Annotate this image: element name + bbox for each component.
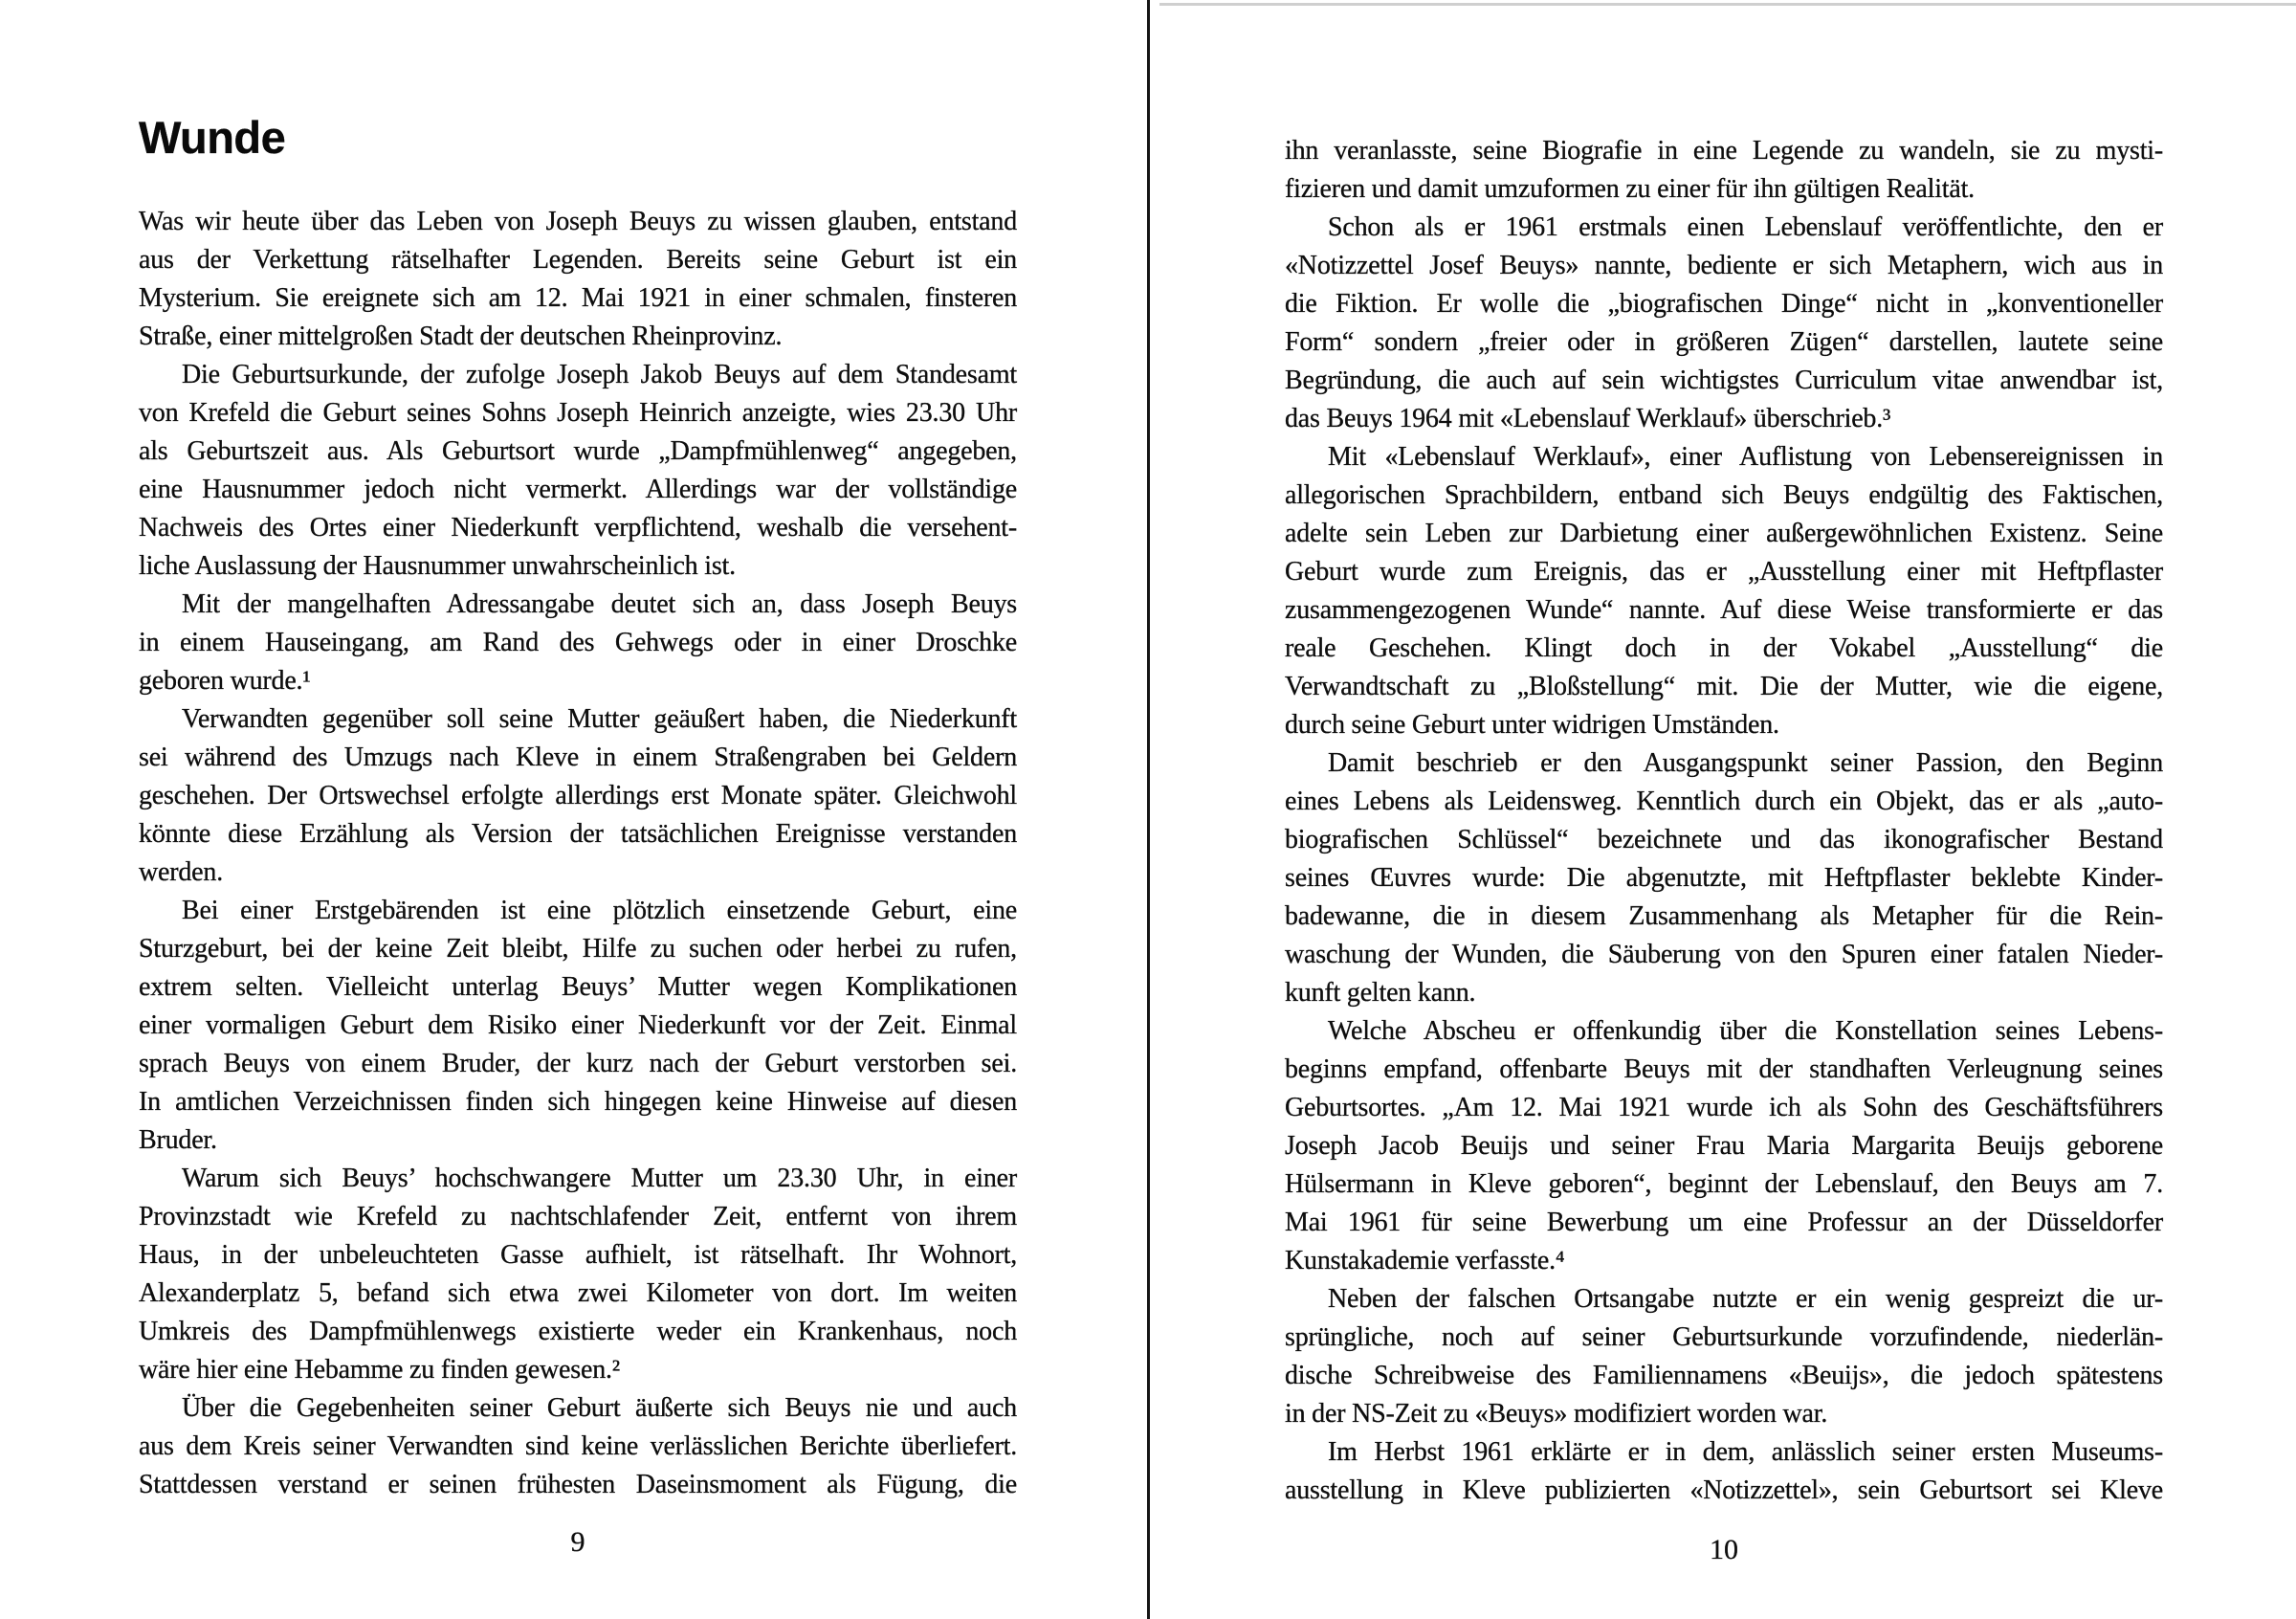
text-line: könnte diese Erzählung als Version der tatsächlichen Ereignisse verstanden (139, 819, 1017, 849)
text-line: geboren wurde.¹ (139, 666, 311, 696)
text-line: Bruder. (139, 1125, 217, 1155)
text-line: seines Œuvres wurde: Die abgenutzte, mit Heftpflaster beklebte Kinder- (1285, 863, 2163, 893)
text-line: Mysterium. Sie ereignete sich am 12. Mai 1921 in einer schmalen, finsteren (139, 283, 1017, 313)
text-line: liche Auslassung der Hausnummer unwahrscheinlich ist. (139, 551, 736, 581)
text-line: In amtlichen Verzeichnissen finden sich hingegen keine Hinweise auf diesen (139, 1087, 1017, 1117)
text-line: kunft gelten kann. (1285, 978, 1476, 1008)
text-line: Damit beschrieb er den Ausgangspunkt seiner Passion, den Beginn (1328, 748, 2163, 778)
text-line: Welche Abscheu er offenkundig über die Konstellation seines Lebens- (1328, 1016, 2163, 1046)
left-page-number: 9 (570, 1526, 585, 1558)
text-line: beginns empfand, offenbarte Beuys mit der standhaften Verleugnung seines (1285, 1054, 2163, 1084)
text-line: eine Hausnummer jedoch nicht vermerkt. Allerdings war der vollständige (139, 475, 1017, 504)
text-line: aus der Verkettung rätselhafter Legenden. Bereits seine Geburt ist ein (139, 245, 1017, 275)
text-line: in der NS-Zeit zu «Beuys» modifiziert worden war. (1285, 1399, 1828, 1429)
text-line: sei während des Umzugs nach Kleve in einem Straßengraben bei Geldern (139, 743, 1017, 772)
left-page-body (139, 203, 1017, 1504)
text-line: Haus, in der unbeleuchteten Gasse aufhielt, ist rätselhaft. Ihr Wohnort, (139, 1240, 1017, 1270)
text-line: Hülsermann in Kleve geboren“, beginnt der Lebenslauf, den Beuys am 7. (1285, 1169, 2163, 1199)
text-line: Kunstakademie verfasste.⁴ (1285, 1246, 1565, 1275)
text-line: fizieren und damit umzuformen zu einer für ihn gültigen Realität. (1285, 174, 1975, 204)
text-line: wäre hier eine Hebamme zu finden gewesen.² (139, 1355, 620, 1385)
text-line: eines Lebens als Leidensweg. Kenntlich durch ein Objekt, das er als „auto- (1285, 787, 2163, 816)
text-line: Schon als er 1961 erstmals einen Lebenslauf veröffentlichte, den er (1328, 212, 2163, 242)
text-line: Mai 1961 für seine Bewerbung um eine Professur an der Düsseldorfer (1285, 1208, 2163, 1237)
text-line: Die Geburtsurkunde, der zufolge Joseph Jakob Beuys auf dem Standesamt (182, 360, 1017, 389)
text-line: Straße, einer mittelgroßen Stadt der deutschen Rheinprovinz. (139, 322, 783, 351)
text-line: Geburt wurde zum Ereignis, das er „Ausstellung einer mit Heftpflaster (1285, 557, 2163, 587)
text-line: ausstellung in Kleve publizierten «Notizzettel», sein Geburtsort sei Kleve (1285, 1475, 2163, 1505)
text-line: die Fiktion. Er wolle die „biografischen Dinge“ nicht in „konventioneller (1285, 289, 2163, 319)
right-page-top-edge-line (1159, 3, 2296, 6)
page-right (1150, 0, 2296, 1619)
text-line: dische Schreibweise des Familiennamens «Beuijs», die jedoch spätestens (1285, 1361, 2163, 1390)
text-line: von Krefeld die Geburt seines Sohns Joseph Heinrich anzeigte, wies 23.30 Uhr (139, 398, 1017, 428)
text-line: einer vormaligen Geburt dem Risiko einer Niederkunft vor der Zeit. Einmal (139, 1010, 1017, 1040)
page-left (0, 0, 1147, 1619)
text-line: Sturzgeburt, bei der keine Zeit bleibt, Hilfe zu suchen oder herbei zu rufen, (139, 934, 1017, 964)
text-line: reale Geschehen. Klingt doch in der Vokabel „Ausstellung“ die (1285, 633, 2163, 663)
text-line: badewanne, die in diesem Zusammenhang als Metapher für die Rein- (1285, 901, 2163, 931)
text-line: Provinzstadt wie Krefeld zu nachtschlafender Zeit, entfernt von ihrem (139, 1202, 1017, 1231)
text-line: Bei einer Erstgebärenden ist eine plötzlich einsetzende Geburt, eine (182, 896, 1017, 925)
text-line: Stattdessen verstand er seinen frühesten Daseinsmoment als Fügung, die (139, 1470, 1017, 1499)
text-line: Im Herbst 1961 erklärte er in dem, anlässlich seiner ersten Museums- (1328, 1437, 2163, 1467)
text-line: Warum sich Beuys’ hochschwangere Mutter um 23.30 Uhr, in einer (182, 1164, 1017, 1193)
text-line: sprüngliche, noch auf seiner Geburtsurkunde vorzufindende, niederlän- (1285, 1322, 2163, 1352)
text-line: extrem selten. Vielleicht unterlag Beuys’ Mutter wegen Komplikationen (139, 972, 1017, 1002)
text-line: ihn veranlasste, seine Biografie in eine Legende zu wandeln, sie zu mysti- (1285, 136, 2163, 166)
text-line: Nachweis des Ortes einer Niederkunft verpflichtend, weshalb die versehent- (139, 513, 1017, 543)
text-line: allegorischen Sprachbildern, entband sich Beuys endgültig des Faktischen, (1285, 480, 2163, 510)
text-line: als Geburtszeit aus. Als Geburtsort wurde „Dampfmühlenweg“ angegeben, (139, 436, 1017, 466)
text-line: geschehen. Der Ortswechsel erfolgte allerdings erst Monate später. Gleichwohl (139, 781, 1017, 810)
text-line: Was wir heute über das Leben von Joseph Beuys zu wissen glauben, entstand (139, 207, 1017, 236)
text-line: Geburtsortes. „Am 12. Mai 1921 wurde ich als Sohn des Geschäftsführers (1285, 1093, 2163, 1122)
text-line: Neben der falschen Ortsangabe nutzte er ein wenig gespreizt die ur- (1328, 1284, 2163, 1314)
text-line: Verwandtschaft zu „Bloßstellung“ mit. Die der Mutter, wie die eigene, (1285, 672, 2163, 701)
text-line: das Beuys 1964 mit «Lebenslauf Werklauf» überschrieb.³ (1285, 404, 1891, 433)
text-line: Umkreis des Dampfmühlenwegs existierte weder ein Krankenhaus, noch (139, 1317, 1017, 1346)
text-line: «Notizzettel Josef Beuys» nannte, bediente er sich Metaphern, wich aus in (1285, 251, 2163, 280)
text-line: Form“ sondern „freier oder in größeren Zügen“ darstellen, lautete seine (1285, 327, 2163, 357)
text-line: Alexanderplatz 5, befand sich etwa zwei Kilometer von dort. Im weiten (139, 1278, 1017, 1308)
text-line: Über die Gegebenheiten seiner Geburt äußerte sich Beuys nie und auch (182, 1393, 1017, 1423)
text-line: Joseph Jacob Beuijs und seiner Frau Maria Margarita Beuijs geborene (1285, 1131, 2163, 1161)
text-line: werden. (139, 857, 224, 887)
text-line: zusammengezogenen Wunde“ nannte. Auf diese Weise transformierte er das (1285, 595, 2163, 625)
text-line: in einem Hauseingang, am Rand des Gehwegs oder in einer Droschke (139, 628, 1017, 657)
chapter-heading: Wunde (139, 112, 286, 163)
text-line: Begründung, die auch auf sein wichtigstes Curriculum vitae anwendbar ist, (1285, 366, 2163, 395)
text-line: aus dem Kreis seiner Verwandten sind keine verlässlichen Berichte überliefert. (139, 1431, 1017, 1461)
text-line: Mit «Lebenslauf Werklauf», einer Auflistung von Lebensereignissen in (1328, 442, 2163, 472)
text-line: sprach Beuys von einem Bruder, der kurz nach der Geburt verstorben sei. (139, 1049, 1017, 1078)
text-line: waschung der Wunden, die Säuberung von den Spuren einer fatalen Nieder- (1285, 940, 2163, 969)
text-line: durch seine Geburt unter widrigen Umständen. (1285, 710, 1779, 740)
text-line: biografischen Schlüssel“ bezeichnete und das ikonografischer Bestand (1285, 825, 2163, 854)
text-line: Verwandten gegenüber soll seine Mutter geäußert haben, die Niederkunft (182, 704, 1017, 734)
text-line: Mit der mangelhaften Adressangabe deutet sich an, dass Joseph Beuys (182, 589, 1017, 619)
text-line: adelte sein Leben zur Darbietung einer außergewöhnlichen Existenz. Seine (1285, 519, 2163, 548)
right-page-body (1285, 132, 2163, 1510)
right-page-number: 10 (1710, 1534, 1738, 1565)
